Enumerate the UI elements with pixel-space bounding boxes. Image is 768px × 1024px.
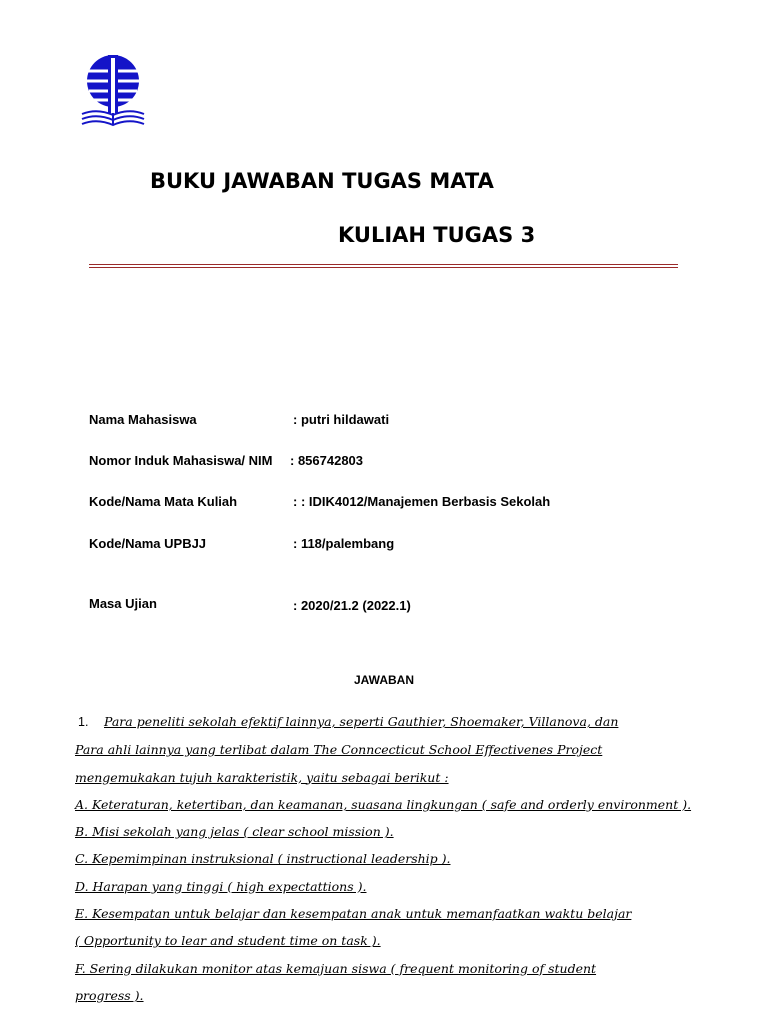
title-divider-bottom bbox=[89, 267, 678, 268]
answer-line-text: Para peneliti sekolah efektif lainnya, seperti Gauthier, Shoemaker, Villanova, dan bbox=[104, 714, 619, 729]
answer-line: Para ahli lainnya yang terlibat dalam The Conncecticut School Effectivenes Project bbox=[75, 742, 603, 758]
answer-line: D. Harapan yang tinggi ( high expectattions ). bbox=[75, 878, 367, 894]
answer-line: E. Kesempatan untuk belajar dan kesempatan anak untuk memanfaatkan waktu belajar bbox=[75, 906, 632, 922]
answer-line: C. Kepemimpinan instruksional ( instructional leadership ). bbox=[75, 851, 451, 867]
answer-line: progress ). bbox=[75, 987, 144, 1003]
answer-number: 1. bbox=[78, 715, 89, 729]
document-title-line-2: KULIAH TUGAS 3 bbox=[338, 223, 536, 247]
answer-line: F. Sering dilakukan monitor atas kemajuan siswa ( frequent monitoring of student bbox=[75, 960, 597, 976]
info-value: : putri hildawati bbox=[293, 412, 390, 427]
answer-body bbox=[75, 708, 691, 1009]
answer-line: ( Opportunity to lear and student time on task ). bbox=[75, 933, 381, 949]
info-value: : 856742803 bbox=[290, 453, 364, 468]
info-label: Kode/Nama Mata Kuliah bbox=[89, 494, 238, 509]
document-title-line-1: BUKU JAWABAN TUGAS MATA bbox=[150, 169, 494, 193]
answer-line bbox=[75, 708, 691, 736]
info-label: Nama Mahasiswa bbox=[89, 412, 197, 427]
university-book-globe-logo-icon bbox=[80, 52, 146, 128]
title-divider-top bbox=[89, 264, 678, 265]
answer-line: B. Misi sekolah yang jelas ( clear school mission ). bbox=[75, 824, 394, 840]
answer-line: A. Keteraturan, ketertiban, dan keamanan, suasana lingkungan ( safe and orderly environment ). bbox=[75, 796, 692, 812]
answer-heading: JAWABAN bbox=[353, 673, 414, 687]
info-label: Kode/Nama UPBJJ bbox=[89, 536, 207, 551]
info-label: Masa Ujian bbox=[89, 596, 157, 611]
info-value: : 2020/21.2 (2022.1) bbox=[293, 598, 411, 613]
info-value: : : IDIK4012/Manajemen Berbasis Sekolah bbox=[293, 494, 551, 509]
info-label: Nomor Induk Mahasiswa/ NIM bbox=[89, 453, 273, 468]
answer-line: mengemukakan tujuh karakteristik, yaitu sebagai berikut : bbox=[75, 769, 449, 785]
university-logo bbox=[80, 52, 146, 128]
info-value: : 118/palembang bbox=[293, 536, 395, 551]
